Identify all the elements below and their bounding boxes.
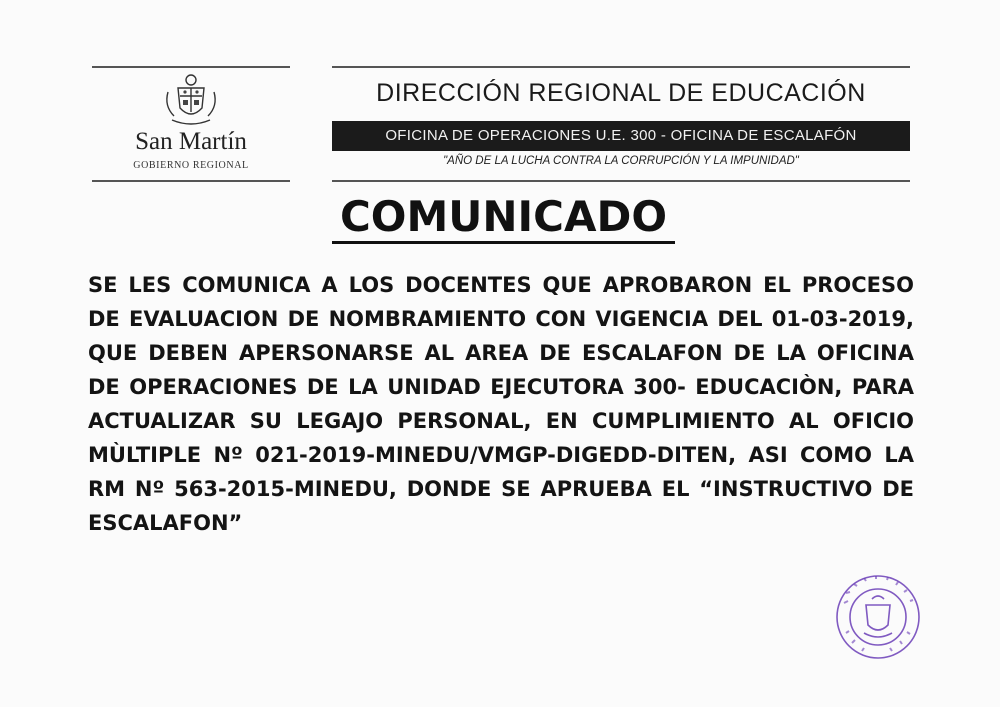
year-motto: "AÑO DE LA LUCHA CONTRA LA CORRUPCIÓN Y LA IMPUNIDAD" bbox=[443, 155, 799, 167]
department-title: DIRECCIÓN REGIONAL DE EDUCACIÓN bbox=[376, 79, 866, 107]
title-underline bbox=[332, 241, 675, 244]
coat-of-arms-icon bbox=[160, 72, 222, 128]
logo-name: San Martín bbox=[135, 128, 247, 155]
logo-subtitle: GOBIERNO REGIONAL bbox=[133, 160, 249, 171]
announcement-body: SE LES COMUNICA A LOS DOCENTES QUE APROBARON EL PROCESO DE EVALUACION DE NOMBRAMIENTO CON VIGENCIA DEL 01-03-2019, QUE DEBEN APERSONARSE AL AREA DE ESCALAFON DE LA OFICINA DE OPERACIONES DE LA UNIDAD EJECUTORA 300- EDUCACIÒN, PARA ACTUALIZAR SU LEGAJO PERSONAL, EN CUMPLIMIENTO AL OFICIO MÙLTIPLE Nº 021-2019-MINEDU/VMGP-DIGEDD-DITEN, ASI COMO LA RM Nº 563-2015-MINEDU, DONDE SE APRUEBA EL “INSTRUCTIVO DE ESCALAFON” bbox=[88, 273, 914, 535]
office-bar: OFICINA DE OPERACIONES U.E. 300 - OFICINA DE ESCALAFÓN bbox=[332, 121, 910, 151]
document-title: COMUNICADO bbox=[339, 192, 668, 241]
header-top-rule bbox=[332, 66, 910, 68]
official-stamp-icon bbox=[834, 573, 922, 661]
header-bottom-rule bbox=[332, 180, 910, 182]
regional-government-logo bbox=[92, 66, 290, 182]
